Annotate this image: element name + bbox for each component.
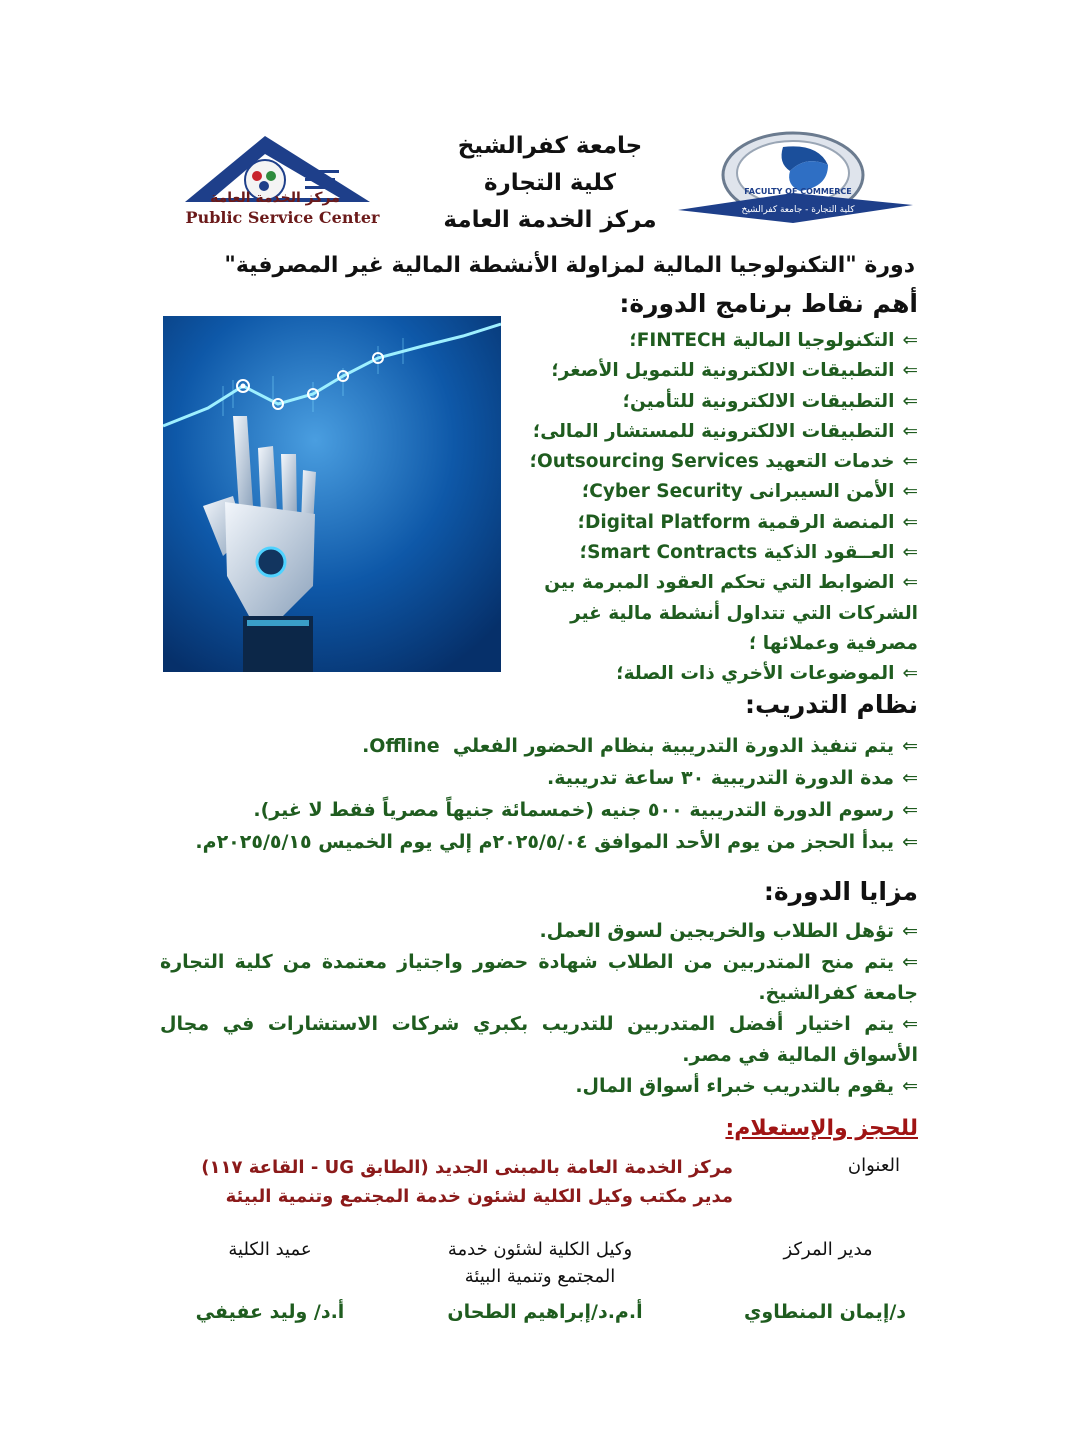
training-item: ⇐يبدأ الحجز من يوم الأحد الموافق ٢٠٢٥/٥/٠٤م إلي يوم الخميس ٢٠٢٥/٥/١٥م. (195, 831, 918, 853)
benefit-item: ⇐يقوم بالتدريب خبراء أسواق المال. (575, 1075, 918, 1097)
arrow-icon: ⇐ (902, 767, 918, 789)
center-name: مركز الخدمة العامة (443, 207, 657, 233)
arrow-icon: ⇐ (902, 420, 918, 442)
arrow-icon: ⇐ (902, 330, 918, 351)
training-item: ⇐يتم تنفيذ الدورة التدريبية بنظام الحضور الفعلي Offline. (362, 735, 918, 757)
training-list (160, 730, 918, 858)
arrow-icon: ⇐ (902, 451, 918, 473)
signature-title: عميد الكلية (228, 1239, 312, 1260)
benefit-item: ⇐يتم منح المتدربين من الطلاب شهادة حضور واجتياز معتمدة من كلية التجارة جامعة كفرالشيخ. (160, 951, 918, 1004)
program-item: ⇐التطبيقات الالكترونية للتمويل الأصغر؛ (551, 360, 918, 382)
arrow-icon: ⇐ (902, 735, 918, 757)
arrow-icon: ⇐ (902, 360, 918, 382)
arrow-icon: ⇐ (902, 799, 918, 821)
program-item: ⇐العــقود الذكية Smart Contracts؛ (579, 542, 918, 564)
logo-english-caption: FACULTY OF COMMERCE (744, 187, 852, 196)
program-item: ⇐التطبيقات الالكترونية للتأمين؛ (622, 390, 918, 412)
signature-title: وكيل الكلية لشئون خدمة المجتمع وتنمية البيئة (447, 1239, 633, 1287)
program-item: ⇐التطبيقات الالكترونية للمستشار المالى؛ (532, 420, 918, 442)
signature-block-dean (190, 1236, 350, 1263)
arrow-icon: ⇐ (902, 663, 918, 685)
training-item: ⇐رسوم الدورة التدريبية ٥٠٠ جنيه (خمسمائة جنيهاً مصرياً فقط لا غير). (253, 799, 918, 821)
robot-hand-fintech-image (163, 316, 501, 672)
signature-block-vice-dean (420, 1236, 660, 1290)
university-name: جامعة كفرالشيخ (457, 133, 643, 159)
address-line: مركز الخدمة العامة بالمبنى الجديد (الطابق UG - القاعة ١١٧) (201, 1157, 733, 1178)
faculty-of-commerce-logo (678, 125, 913, 225)
address-line: مدير مكتب وكيل الكلية لشئون خدمة المجتمع وتنمية البيئة (225, 1186, 733, 1207)
signature-title: مدير المركز (783, 1239, 873, 1260)
benefit-item: ⇐يتم اختيار أفضل المتدربين للتدريب بكبري شركات الاستشارات في مجال الأسواق المالية في مصر. (160, 1013, 918, 1066)
signature-block-center-director (748, 1236, 908, 1263)
benefits-list (160, 916, 918, 1102)
program-item: ⇐التكنولوجيا المالية FINTECH؛ (629, 330, 918, 351)
address-label: العنوان (847, 1155, 900, 1176)
signature-name: أ.د/ وليد عفيفي (195, 1301, 345, 1323)
arrow-icon: ⇐ (902, 1013, 918, 1035)
arrow-icon: ⇐ (902, 390, 918, 412)
arrow-icon: ⇐ (902, 572, 918, 594)
training-heading: نظام التدريب: (745, 690, 918, 719)
arrow-icon: ⇐ (902, 542, 918, 564)
program-points-list (520, 326, 918, 690)
arrow-icon: ⇐ (902, 951, 918, 973)
document-header (420, 128, 680, 239)
public-service-center-logo (165, 130, 400, 230)
benefit-item: ⇐تؤهل الطلاب والخريجين لسوق العمل. (539, 920, 918, 942)
program-item: ⇐المنصة الرقمية Digital Platform؛ (577, 511, 918, 533)
logo-arabic-caption: مركز الخدمة العامة (210, 190, 340, 206)
logo-english-caption: Public Service Center (185, 208, 380, 227)
arrow-icon: ⇐ (902, 511, 918, 533)
booking-heading: للحجز والإستعلام: (725, 1116, 918, 1141)
arrow-icon: ⇐ (902, 831, 918, 853)
address-block (200, 1153, 733, 1211)
course-title: دورة "التكنولوجيا المالية لمزاولة الأنشطة المالية غير المصرفية" (224, 253, 915, 278)
program-heading: أهم نقاط برنامج الدورة: (619, 289, 918, 318)
faculty-name: كلية التجارة (483, 170, 617, 196)
signature-name: د/إيمان المنطاوي (743, 1301, 907, 1323)
program-item: ⇐خدمات التعهيد Outsourcing Services؛ (529, 451, 918, 473)
program-item: ⇐الأمن السيبرانى Cyber Security؛ (581, 481, 918, 503)
logo-arabic-caption: كلية التجارة - جامعة كفرالشيخ (741, 205, 855, 215)
signature-name: أ.م.د/إبراهيم الطحان (447, 1301, 643, 1323)
program-item: ⇐الضوابط التي تحكم العقود المبرمة بين الشركات التي تتداول أنشطة مالية غير مصرفية وعملائها ؛ (544, 572, 918, 654)
program-item: ⇐الموضوعات الأخري ذات الصلة؛ (616, 663, 918, 685)
arrow-icon: ⇐ (902, 481, 918, 503)
arrow-icon: ⇐ (902, 920, 918, 942)
arrow-icon: ⇐ (902, 1075, 918, 1097)
benefits-heading: مزايا الدورة: (763, 877, 918, 906)
training-item: ⇐مدة الدورة التدريبية ٣٠ ساعة تدريبية. (547, 767, 918, 789)
